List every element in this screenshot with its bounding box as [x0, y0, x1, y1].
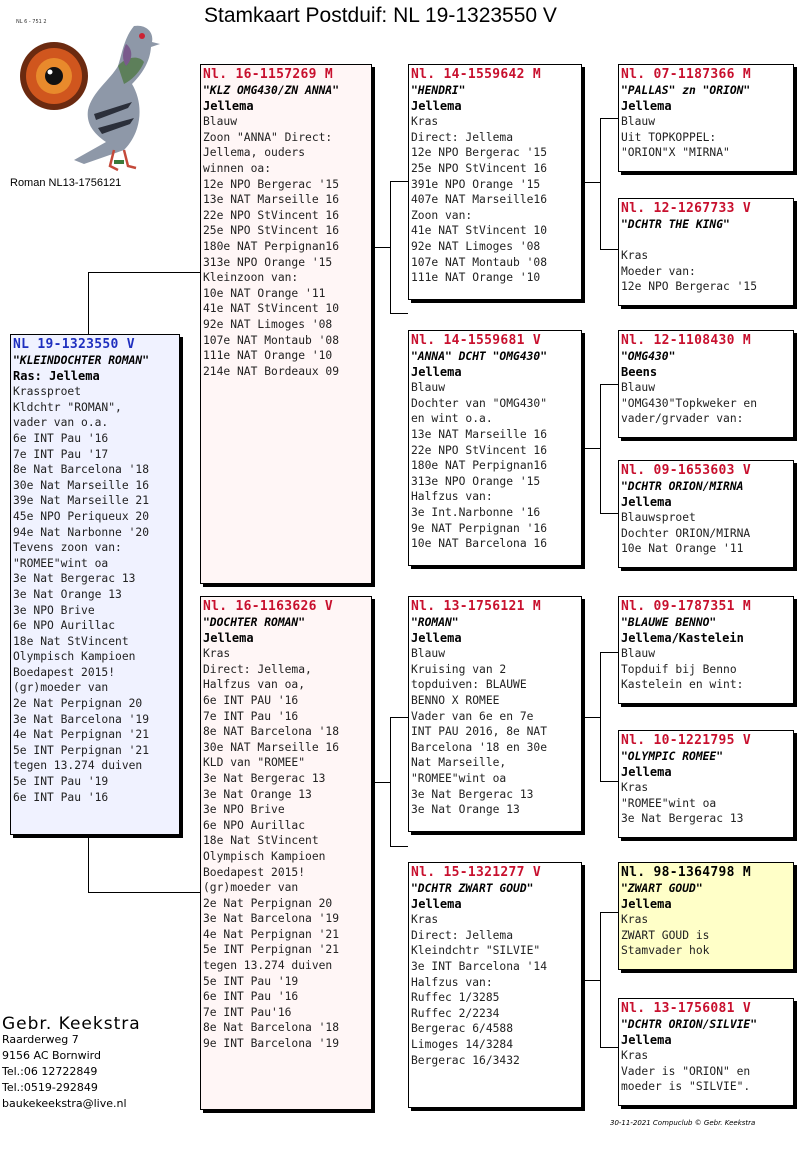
pedigree-line: "ROMEE"wint oa — [13, 556, 109, 570]
pigeon-name: "DOCHTER ROMAN" — [203, 616, 306, 629]
pedigree-line: 4e Nat Perpignan '21 — [13, 728, 150, 742]
pedigree-line: Kastelein en wint: — [621, 678, 744, 692]
pigeon-name: "DCHTR ZWART GOUD" — [411, 882, 534, 895]
pedigree-line: 407e NAT Marseille16 — [411, 193, 548, 207]
pedigree-line: 13e NAT Marseille 16 — [411, 427, 548, 441]
pedigree-line: "OMG430"Topkweker en — [621, 396, 758, 410]
pedigree-line: 6e NPO Aurillac — [13, 619, 116, 633]
pedigree-line: 3e Nat Bergerac 13 — [411, 787, 534, 801]
pedigree-line: Direct: Jellema, — [203, 662, 312, 676]
pedigree-line: 8e Nat Barcelona '18 — [13, 463, 150, 477]
pedigree-line: 6e INT PAU '16 — [203, 693, 299, 707]
connector-line — [390, 181, 408, 182]
connector-line — [390, 717, 408, 718]
pigeon-photo — [14, 14, 164, 174]
eye-label: NL 6 - 751 2 — [16, 19, 47, 25]
pedigree-line: 3e Nat Orange 13 — [13, 587, 122, 601]
ring-number: Nl. 98-1364798 M — [621, 865, 752, 880]
pedigree-line: vader/grvader van: — [621, 412, 744, 426]
pedigree-line: 3e Nat Bergerac 13 — [621, 812, 744, 826]
connector-line — [600, 384, 618, 385]
owner-address: Raarderweg 7 — [2, 1033, 79, 1046]
pedigree-line: Blauw — [203, 115, 238, 129]
ring-number: Nl. 15-1321277 V — [411, 865, 542, 880]
pedigree-line: Kras — [621, 781, 649, 795]
connector-line — [582, 717, 600, 718]
pedigree-line: tegen 13.274 duiven — [13, 759, 143, 773]
pedigree-line: 2e Nat Perpignan 20 — [203, 896, 333, 910]
pedigree-line: "ROMEE"wint oa — [621, 796, 717, 810]
owner-email[interactable]: baukekeekstra@live.nl — [2, 1097, 127, 1110]
pedigree-line: 7e INT Pau '16 — [203, 709, 299, 723]
pedigree-line: Dochter ORION/MIRNA — [621, 526, 751, 540]
connector-line — [600, 1047, 618, 1048]
pigeon-name: "ANNA" DCHT "OMG430" — [411, 350, 548, 363]
pedigree-line: 92e NAT Limoges '08 — [203, 317, 333, 331]
pedigree-line: 8e Nat Barcelona '18 — [203, 1021, 340, 1035]
pedigree-ddd-card[interactable] — [618, 998, 794, 1106]
breeder-label: Jellema — [411, 630, 462, 645]
pedigree-dsd-card[interactable] — [618, 730, 794, 838]
pedigree-line: 12e NPO Bergerac '15 — [203, 177, 340, 191]
breeder-label: Jellema — [621, 1032, 672, 1047]
pedigree-sds-card[interactable] — [618, 330, 794, 438]
breeder-label: Jellema — [203, 98, 254, 113]
connector-line — [88, 892, 200, 893]
pedigree-line: vader van o.a. — [13, 416, 109, 430]
connector-line — [390, 846, 408, 847]
pedigree-line: 94e Nat Narbonne '20 — [13, 525, 150, 539]
pedigree-line: Blauw — [621, 381, 656, 395]
ring-number: Nl. 10-1221795 V — [621, 733, 752, 748]
pedigree-sire-card[interactable] — [200, 64, 372, 584]
pedigree-line: 391e NPO Orange '15 — [411, 177, 541, 191]
pedigree-line: winnen oa: — [203, 161, 272, 175]
pedigree-dds-card[interactable] — [618, 862, 794, 970]
pigeon-name: "HENDRI" — [411, 84, 466, 97]
pedigree-line: 22e NPO StVincent 16 — [203, 208, 340, 222]
pedigree-line: Boedapest 2015! — [203, 865, 306, 879]
pedigree-line: Bergerac 16/3432 — [411, 1053, 520, 1067]
pedigree-line: 3e Nat Bergerac 13 — [13, 572, 136, 586]
pedigree-line: 41e NAT StVincent 10 — [411, 224, 548, 238]
pedigree-line: Kras — [621, 913, 649, 927]
pedigree-line: Vader van 6e en 7e — [411, 709, 534, 723]
connector-line — [600, 652, 601, 782]
connector-line — [88, 272, 89, 335]
pedigree-line: Limoges 14/3284 — [411, 1037, 514, 1051]
pigeon-name: "KLZ OMG430/ZN ANNA" — [203, 84, 340, 97]
pedigree-line: Ruffec 1/3285 — [411, 991, 500, 1005]
pigeon-name: "OMG430" — [621, 350, 676, 363]
ring-number: Nl. 12-1267733 V — [621, 201, 752, 216]
breeder-label: Jellema — [203, 630, 254, 645]
pigeon-name: "PALLAS" zn "ORION" — [621, 84, 751, 97]
page-title: Stamkaart Postduif: NL 19-1323550 V — [204, 4, 557, 27]
connector-line — [88, 272, 200, 273]
owner-city: 9156 AC Bornwird — [2, 1049, 101, 1062]
pedigree-line: 9e INT Barcelona '19 — [203, 1037, 340, 1051]
pedigree-sire-sire-card[interactable] — [408, 64, 582, 300]
pigeon-caption: Roman NL13-1756121 — [10, 177, 122, 189]
pedigree-line: 10e Nat Orange '11 — [621, 542, 744, 556]
pedigree-ssd-card[interactable] — [618, 198, 794, 306]
pedigree-line: Krassproet — [13, 385, 82, 399]
pedigree-dam-dam-card[interactable] — [408, 862, 582, 1108]
pigeon-name: "OLYMPIC ROMEE" — [621, 750, 724, 763]
pedigree-line: Blauw — [621, 115, 656, 129]
pedigree-line: 6e INT Pau '16 — [13, 790, 109, 804]
pedigree-line: Moeder van: — [621, 264, 696, 278]
pedigree-line: 3e INT Barcelona '14 — [411, 959, 548, 973]
connector-line — [582, 182, 600, 183]
pedigree-line: Kras — [411, 115, 439, 129]
pedigree-sss-card[interactable] — [618, 64, 794, 172]
connector-line — [390, 313, 408, 314]
pigeon-name: "KLEINDOCHTER ROMAN" — [13, 354, 150, 367]
pedigree-line: 30e NAT Marseille 16 — [203, 740, 340, 754]
pedigree-line: Blauwsproet — [621, 511, 696, 525]
pedigree-line: moeder is "SILVIE". — [621, 1080, 751, 1094]
pedigree-line: 12e NPO Bergerac '15 — [411, 146, 548, 160]
pedigree-line: 39e Nat Marseille 21 — [13, 494, 150, 508]
pedigree-line: "ROMEE"wint oa — [411, 771, 507, 785]
pedigree-line: Kleindchtr "SILVIE" — [411, 944, 541, 958]
pedigree-line: 180e NAT Perpignan16 — [411, 459, 548, 473]
breeder-label: Beens — [621, 364, 658, 379]
pedigree-line: 3e Int.Narbonne '16 — [411, 505, 541, 519]
pedigree-line: 214e NAT Bordeaux 09 — [203, 364, 340, 378]
pedigree-line: Zoon van: — [411, 208, 473, 222]
pedigree-line: 3e NPO Brive — [203, 803, 285, 817]
pedigree-line: Boedapest 2015! — [13, 665, 116, 679]
pedigree-sdd-card[interactable] — [618, 460, 794, 568]
owner-block — [2, 1016, 141, 1112]
pedigree-line: 30e Nat Marseille 16 — [13, 478, 150, 492]
pedigree-line: 12e NPO Bergerac '15 — [621, 280, 758, 294]
pedigree-line: 2e Nat Perpignan 20 — [13, 697, 143, 711]
pedigree-line: 107e NAT Montaub '08 — [203, 333, 340, 347]
pedigree-line: Nat Marseille, — [411, 756, 507, 770]
connector-line — [600, 118, 618, 119]
connector-line — [600, 384, 601, 514]
pedigree-line: 6e NPO Aurillac — [203, 818, 306, 832]
pedigree-line: Uit TOPKOPPEL: — [621, 130, 717, 144]
pigeon-name: "ROMAN" — [411, 616, 459, 629]
connector-line — [582, 448, 600, 449]
connector-line — [600, 912, 601, 1048]
pedigree-line: 3e Nat Barcelona '19 — [203, 912, 340, 926]
pedigree-line: Kleinzoon van: — [203, 271, 299, 285]
connector-line — [600, 118, 601, 250]
pedigree-line: 5e INT Pau '19 — [203, 974, 299, 988]
pedigree-line: 180e NAT Perpignan16 — [203, 239, 340, 253]
pedigree-line: 107e NAT Montaub '08 — [411, 255, 548, 269]
breeder-label: Jellema — [621, 764, 672, 779]
pedigree-line: 6e INT Pau '16 — [203, 990, 299, 1004]
pedigree-line: 41e NAT StVincent 10 — [203, 302, 340, 316]
pedigree-line: 3e NPO Brive — [13, 603, 95, 617]
pedigree-line: 4e Nat Perpignan '21 — [203, 927, 340, 941]
pedigree-line: 8e NAT Barcelona '18 — [203, 725, 340, 739]
footer-credit: 30-11-2021 Compuclub © Gebr. Keekstra — [610, 1119, 756, 1127]
pedigree-line: Kras — [621, 1049, 649, 1063]
pedigree-line: Barcelona '18 en 30e — [411, 740, 548, 754]
connector-line — [372, 782, 390, 783]
ring-number: Nl. 07-1187366 M — [621, 67, 752, 82]
pedigree-line: Olympisch Kampioen — [203, 849, 326, 863]
pedigree-line: Direct: Jellema — [411, 928, 514, 942]
pigeon-name: "BLAUWE BENNO" — [621, 616, 717, 629]
pigeon-name: "ZWART GOUD" — [621, 882, 703, 895]
pedigree-line: 111e NAT Orange '10 — [411, 271, 541, 285]
pigeon-name: "DCHTR THE KING" — [621, 218, 730, 231]
pedigree-line: (gr)moeder van — [13, 681, 109, 695]
pedigree-line: Direct: Jellema — [411, 130, 514, 144]
pedigree-line: Tevens zoon van: — [13, 541, 122, 555]
pedigree-line: topduiven: BLAUWE — [411, 678, 527, 692]
ring-number: Nl. 13-1756121 M — [411, 599, 542, 614]
pedigree-dam-sire-card[interactable] — [408, 596, 582, 832]
pedigree-line: Kras — [411, 913, 439, 927]
pedigree-line: INT PAU 2016, 8e NAT — [411, 725, 548, 739]
connector-line — [582, 980, 600, 981]
breeder-label: Jellema — [411, 98, 462, 113]
pedigree-line: Ruffec 2/2234 — [411, 1006, 500, 1020]
pedigree-line: 45e NPO Periqueux 20 — [13, 509, 150, 523]
pedigree-line: Stamvader hok — [621, 944, 710, 958]
pedigree-line: Dochter van "OMG430" — [411, 396, 548, 410]
pedigree-line: BENNO X ROMEE — [411, 693, 500, 707]
pedigree-line: 5e INT Pau '19 — [13, 775, 109, 789]
connector-line — [600, 513, 618, 514]
pedigree-line: ZWART GOUD is — [621, 928, 710, 942]
pedigree-line: Kldchtr "ROMAN", — [13, 400, 122, 414]
pedigree-line: 18e Nat StVincent — [203, 834, 319, 848]
pedigree-line: 3e Nat Orange 13 — [411, 803, 520, 817]
owner-phone-1: Tel.:06 12722849 — [2, 1065, 98, 1078]
pedigree-sire-dam-card[interactable] — [408, 330, 582, 566]
pedigree-line: 7e INT Pau'16 — [203, 1005, 292, 1019]
pedigree-line: 92e NAT Limoges '08 — [411, 239, 541, 253]
pedigree-line: Halfzus van: — [411, 975, 493, 989]
pedigree-line: Vader is "ORION" en — [621, 1064, 751, 1078]
pedigree-line: 313e NPO Orange '15 — [411, 474, 541, 488]
ring-number: Nl. 14-1559681 V — [411, 333, 542, 348]
pedigree-subject-card[interactable] — [10, 334, 180, 835]
pedigree-line: Olympisch Kampioen — [13, 650, 136, 664]
connector-line — [390, 717, 391, 847]
ring-number: Nl. 12-1108430 M — [621, 333, 752, 348]
ring-number: NL 19-1323550 V — [13, 337, 135, 352]
connector-line — [372, 247, 390, 248]
pedigree-line: 3e Nat Orange 13 — [203, 787, 312, 801]
breeder-label: Jellema — [621, 896, 672, 911]
pedigree-dss-card[interactable] — [618, 596, 794, 704]
pedigree-line: Kras — [621, 249, 649, 263]
pedigree-line: 22e NPO StVincent 16 — [411, 443, 548, 457]
ring-number: Nl. 09-1787351 M — [621, 599, 752, 614]
ring-number: Nl. 16-1163626 V — [203, 599, 334, 614]
ring-number: Nl. 13-1756081 V — [621, 1001, 752, 1016]
connector-line — [600, 912, 618, 913]
pedigree-line: 3e Nat Barcelona '19 — [13, 712, 150, 726]
connector-line — [600, 249, 618, 250]
pedigree-line: Blauw — [621, 647, 656, 661]
pedigree-line: 3e Nat Bergerac 13 — [203, 771, 326, 785]
pedigree-line: Kruising van 2 — [411, 662, 507, 676]
breeder-label: Jellema — [621, 494, 672, 509]
pedigree-line: Blauw — [411, 381, 446, 395]
pedigree-line: 6e INT Pau '16 — [13, 431, 109, 445]
pedigree-line: 18e Nat StVincent — [13, 634, 129, 648]
connector-line — [390, 181, 391, 314]
pedigree-line: tegen 13.274 duiven — [203, 959, 333, 973]
pedigree-line: 13e NAT Marseille 16 — [203, 193, 340, 207]
pedigree-line: Halfzus van: — [411, 490, 493, 504]
ring-number: Nl. 14-1559642 M — [411, 67, 542, 82]
pedigree-line: 25e NPO StVincent 16 — [203, 224, 340, 238]
pedigree-line: Kras — [203, 647, 231, 661]
connector-line — [88, 835, 89, 893]
breeder-label: Ras: Jellema — [13, 368, 100, 383]
breeder-label: Jellema — [411, 896, 462, 911]
spacer — [621, 233, 791, 249]
pedigree-line: 5e INT Perpignan '21 — [203, 943, 340, 957]
pedigree-line: 5e INT Perpignan '21 — [13, 743, 150, 757]
ring-number: Nl. 16-1157269 M — [203, 67, 334, 82]
pedigree-line: 313e NPO Orange '15 — [203, 255, 333, 269]
pedigree-line: 9e NAT Perpignan '16 — [411, 521, 548, 535]
connector-line — [600, 781, 618, 782]
pedigree-line: Jellema, ouders — [203, 146, 306, 160]
breeder-label: Jellema/Kastelein — [621, 630, 744, 645]
owner-phone-2: Tel.:0519-292849 — [2, 1081, 98, 1094]
pedigree-line: KLD van "ROMEE" — [203, 756, 306, 770]
pedigree-line: "ORION"X "MIRNA" — [621, 146, 730, 160]
pedigree-line: Zoon "ANNA" Direct: — [203, 130, 333, 144]
pigeon-name: "DCHTR ORION/SILVIE" — [621, 1018, 758, 1031]
owner-name: Gebr. Keekstra — [2, 1014, 141, 1034]
breeder-label: Jellema — [621, 98, 672, 113]
ring-number: Nl. 09-1653603 V — [621, 463, 752, 478]
pedigree-line: 25e NPO StVincent 16 — [411, 161, 548, 175]
connector-line — [600, 652, 618, 653]
pedigree-line: Blauw — [411, 647, 446, 661]
pedigree-line: Halfzus van oa, — [203, 678, 306, 692]
pedigree-line: 111e NAT Orange '10 — [203, 349, 333, 363]
pedigree-line: Topduif bij Benno — [621, 662, 737, 676]
pedigree-line: (gr)moeder van — [203, 881, 299, 895]
pedigree-line: Bergerac 6/4588 — [411, 1022, 514, 1036]
pedigree-line: 7e INT Pau '17 — [13, 447, 109, 461]
breeder-label: Jellema — [411, 364, 462, 379]
pedigree-dam-card[interactable] — [200, 596, 372, 1110]
pigeon-name: "DCHTR ORION/MIRNA — [621, 480, 744, 493]
pedigree-line: 10e NAT Orange '11 — [203, 286, 326, 300]
pedigree-line: en wint o.a. — [411, 412, 493, 426]
pedigree-line: 10e NAT Barcelona 16 — [411, 537, 548, 551]
